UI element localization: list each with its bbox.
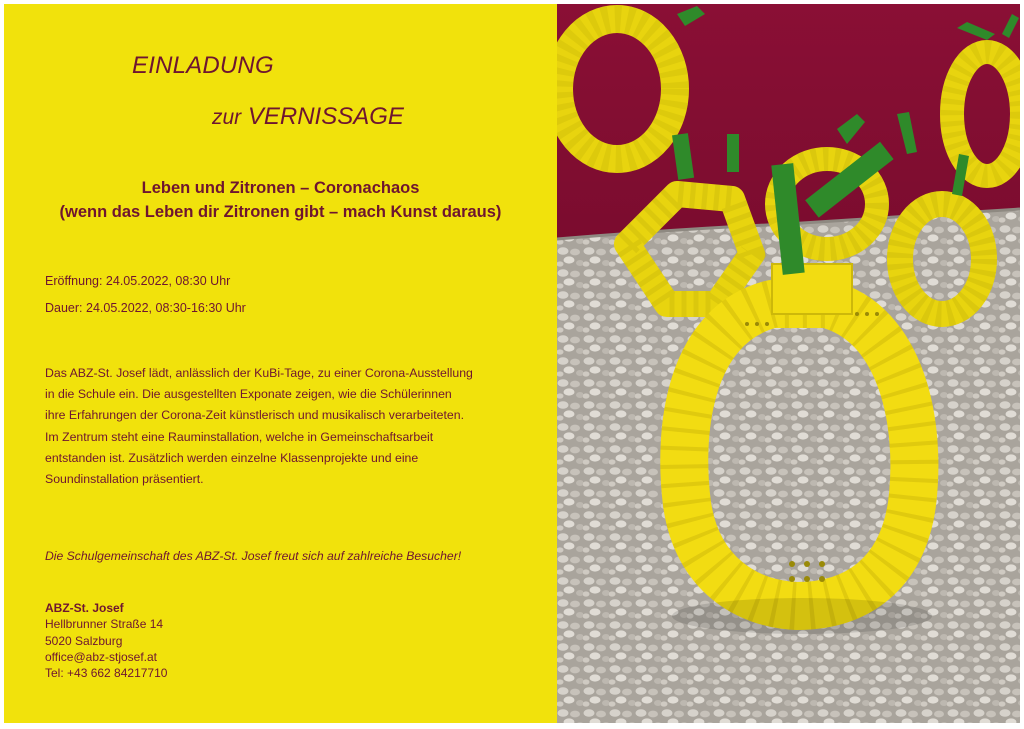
address-block bbox=[45, 600, 167, 681]
description-line: ihre Erfahrungen der Corona-Zeit künstlerisch und musikalisch verarbeiteten. bbox=[45, 408, 464, 423]
address-phone: Tel: +43 662 84217710 bbox=[45, 666, 168, 681]
lemon-sculpture-photo bbox=[557, 4, 1020, 723]
closing-sentence: Die Schulgemeinschaft des ABZ-St. Josef freut sich auf zahlreiche Besucher! bbox=[45, 549, 462, 563]
exhibition-title-line2: (wenn das Leben dir Zitronen gibt – mach Kunst daraus) bbox=[59, 203, 502, 221]
description-line: in die Schule ein. Die ausgestellten Exponate zeigen, wie die Schülerinnen bbox=[45, 387, 452, 402]
heading-prefix: zur bbox=[212, 106, 242, 129]
address-organization: ABZ-St. Josef bbox=[45, 601, 124, 615]
duration-date: Dauer: 24.05.2022, 08:30-16:30 Uhr bbox=[45, 301, 246, 315]
description-line: entstanden ist. Zusätzlich werden einzelne Klassenprojekte und eine bbox=[45, 450, 419, 465]
description-line: Im Zentrum steht eine Rauminstallation, welche in Gemeinschaftsarbeit bbox=[45, 429, 434, 444]
exhibition-title-line1: Leben und Zitronen – Coronachaos bbox=[141, 179, 420, 197]
heading-vernissage bbox=[212, 103, 404, 131]
heading-main: VERNISSAGE bbox=[247, 103, 404, 130]
photo-illustration bbox=[557, 4, 1020, 723]
exhibition-title bbox=[4, 176, 557, 224]
description-line: Das ABZ-St. Josef lädt, anlässlich der KuBi-Tage, zu einer Corona-Ausstellung bbox=[45, 366, 473, 380]
heading-einladung: EINLADUNG bbox=[132, 52, 274, 79]
address-email[interactable]: office@abz-stjosef.at bbox=[45, 649, 158, 664]
description-line: Soundinstallation präsentiert. bbox=[45, 472, 204, 487]
opening-date: Eröffnung: 24.05.2022, 08:30 Uhr bbox=[45, 274, 231, 288]
description-paragraph bbox=[45, 363, 515, 490]
address-city: 5020 Salzburg bbox=[45, 633, 123, 648]
text-panel bbox=[4, 4, 557, 723]
address-street: Hellbrunner Straße 14 bbox=[45, 617, 164, 632]
